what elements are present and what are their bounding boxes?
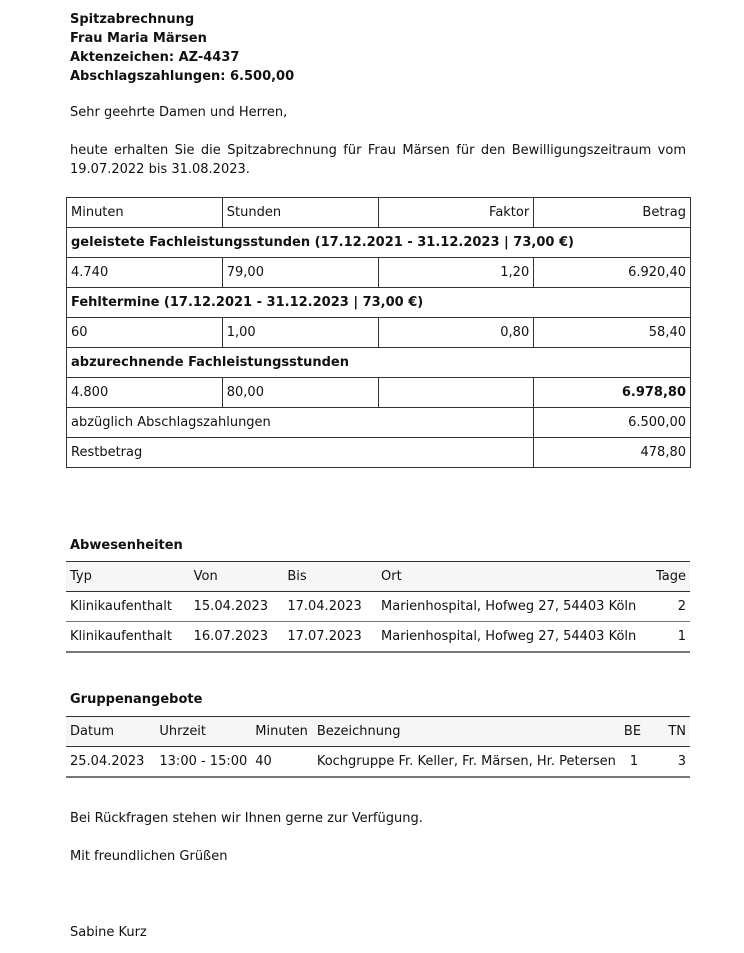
table-row [66,747,690,777]
table-row [67,258,691,288]
tn-cell: 3 [655,747,690,777]
section-row-missed-appointments [67,288,691,318]
column-header-hours: Stunden [222,198,378,228]
total-amount-cell: 6.978,80 [534,378,691,408]
description-cell: Kochgruppe Fr. Keller, Fr. Märsen, Hr. Petersen [313,747,620,777]
table-row [66,592,690,622]
letter-header [70,10,294,86]
column-header-place: Ort [377,562,640,592]
regards: Mit freundlichen Grüßen [70,849,228,864]
amount-cell: 58,40 [534,318,691,348]
column-header-be: BE [620,717,655,747]
remaining-amount: 478,80 [534,438,691,468]
column-header-amount: Betrag [534,198,691,228]
billing-table [66,197,691,468]
absences-title: Abwesenheiten [70,538,183,553]
column-header-days: Tage [640,562,690,592]
place-cell: Marienhospital, Hofweg 27, 54403 Köln [377,622,640,652]
date-cell: 25.04.2023 [66,747,155,777]
recipient-name: Frau Maria Märsen [70,31,207,46]
hours-cell: 80,00 [222,378,378,408]
from-cell: 16.07.2023 [190,622,284,652]
table-row [67,318,691,348]
type-cell: Klinikaufenthalt [66,592,190,622]
column-header-type: Typ [66,562,190,592]
from-cell: 15.04.2023 [190,592,284,622]
column-header-tn: TN [655,717,690,747]
type-cell: Klinikaufenthalt [66,622,190,652]
minutes-cell: 4.740 [67,258,223,288]
column-header-to: Bis [283,562,377,592]
days-cell: 2 [640,592,690,622]
deduction-label: abzüglich Abschlagszahlungen [67,408,534,438]
signature: Sabine Kurz [70,925,147,940]
table-row [66,622,690,652]
column-header-description: Bezeichnung [313,717,620,747]
column-header-date: Datum [66,717,155,747]
section-title: geleistete Fachleistungsstunden (17.12.2021 - 31.12.2023 | 73,00 €) [67,228,691,258]
minutes-cell: 40 [251,747,313,777]
column-header-time: Uhrzeit [155,717,251,747]
remaining-row [67,438,691,468]
absences-table [66,561,690,653]
factor-cell: 0,80 [378,318,534,348]
file-number: Aktenzeichen: AZ-4437 [70,50,240,65]
minutes-cell: 60 [67,318,223,348]
advance-payments: Abschlagszahlungen: 6.500,00 [70,69,295,84]
section-row-performed-hours [67,228,691,258]
factor-cell: 1,20 [378,258,534,288]
column-header-factor: Faktor [378,198,534,228]
column-header-minutes: Minuten [67,198,223,228]
section-title: abzurechnende Fachleistungsstunden [67,348,691,378]
amount-cell: 6.920,40 [534,258,691,288]
time-cell: 13:00 - 15:00 [155,747,251,777]
intro-paragraph: heute erhalten Sie die Spitzabrechnung für Frau Märsen für den Bewilligungszeitraum vom 19.07.2022 bis 31.08.2023. [70,143,686,177]
deduction-amount: 6.500,00 [534,408,691,438]
deduction-row [67,408,691,438]
to-cell: 17.04.2023 [283,592,377,622]
groups-title: Gruppenangebote [70,692,203,707]
section-row-billable-hours [67,348,691,378]
hours-cell: 79,00 [222,258,378,288]
column-header-from: Von [190,562,284,592]
place-cell: Marienhospital, Hofweg 27, 54403 Köln [377,592,640,622]
absences-header-row [66,562,690,592]
minutes-cell: 4.800 [67,378,223,408]
be-cell: 1 [620,747,655,777]
factor-cell [378,378,534,408]
groups-table [66,716,690,778]
document-title: Spitzabrechnung [70,12,195,27]
section-title: Fehltermine (17.12.2021 - 31.12.2023 | 73,00 €) [67,288,691,318]
table-row [67,378,691,408]
billing-header-row [67,198,691,228]
days-cell: 1 [640,622,690,652]
column-header-minutes: Minuten [251,717,313,747]
salutation: Sehr geehrte Damen und Herren, [70,105,288,120]
remaining-label: Restbetrag [67,438,534,468]
to-cell: 17.07.2023 [283,622,377,652]
hours-cell: 1,00 [222,318,378,348]
closing-note: Bei Rückfragen stehen wir Ihnen gerne zur Verfügung. [70,811,423,826]
groups-header-row [66,717,690,747]
